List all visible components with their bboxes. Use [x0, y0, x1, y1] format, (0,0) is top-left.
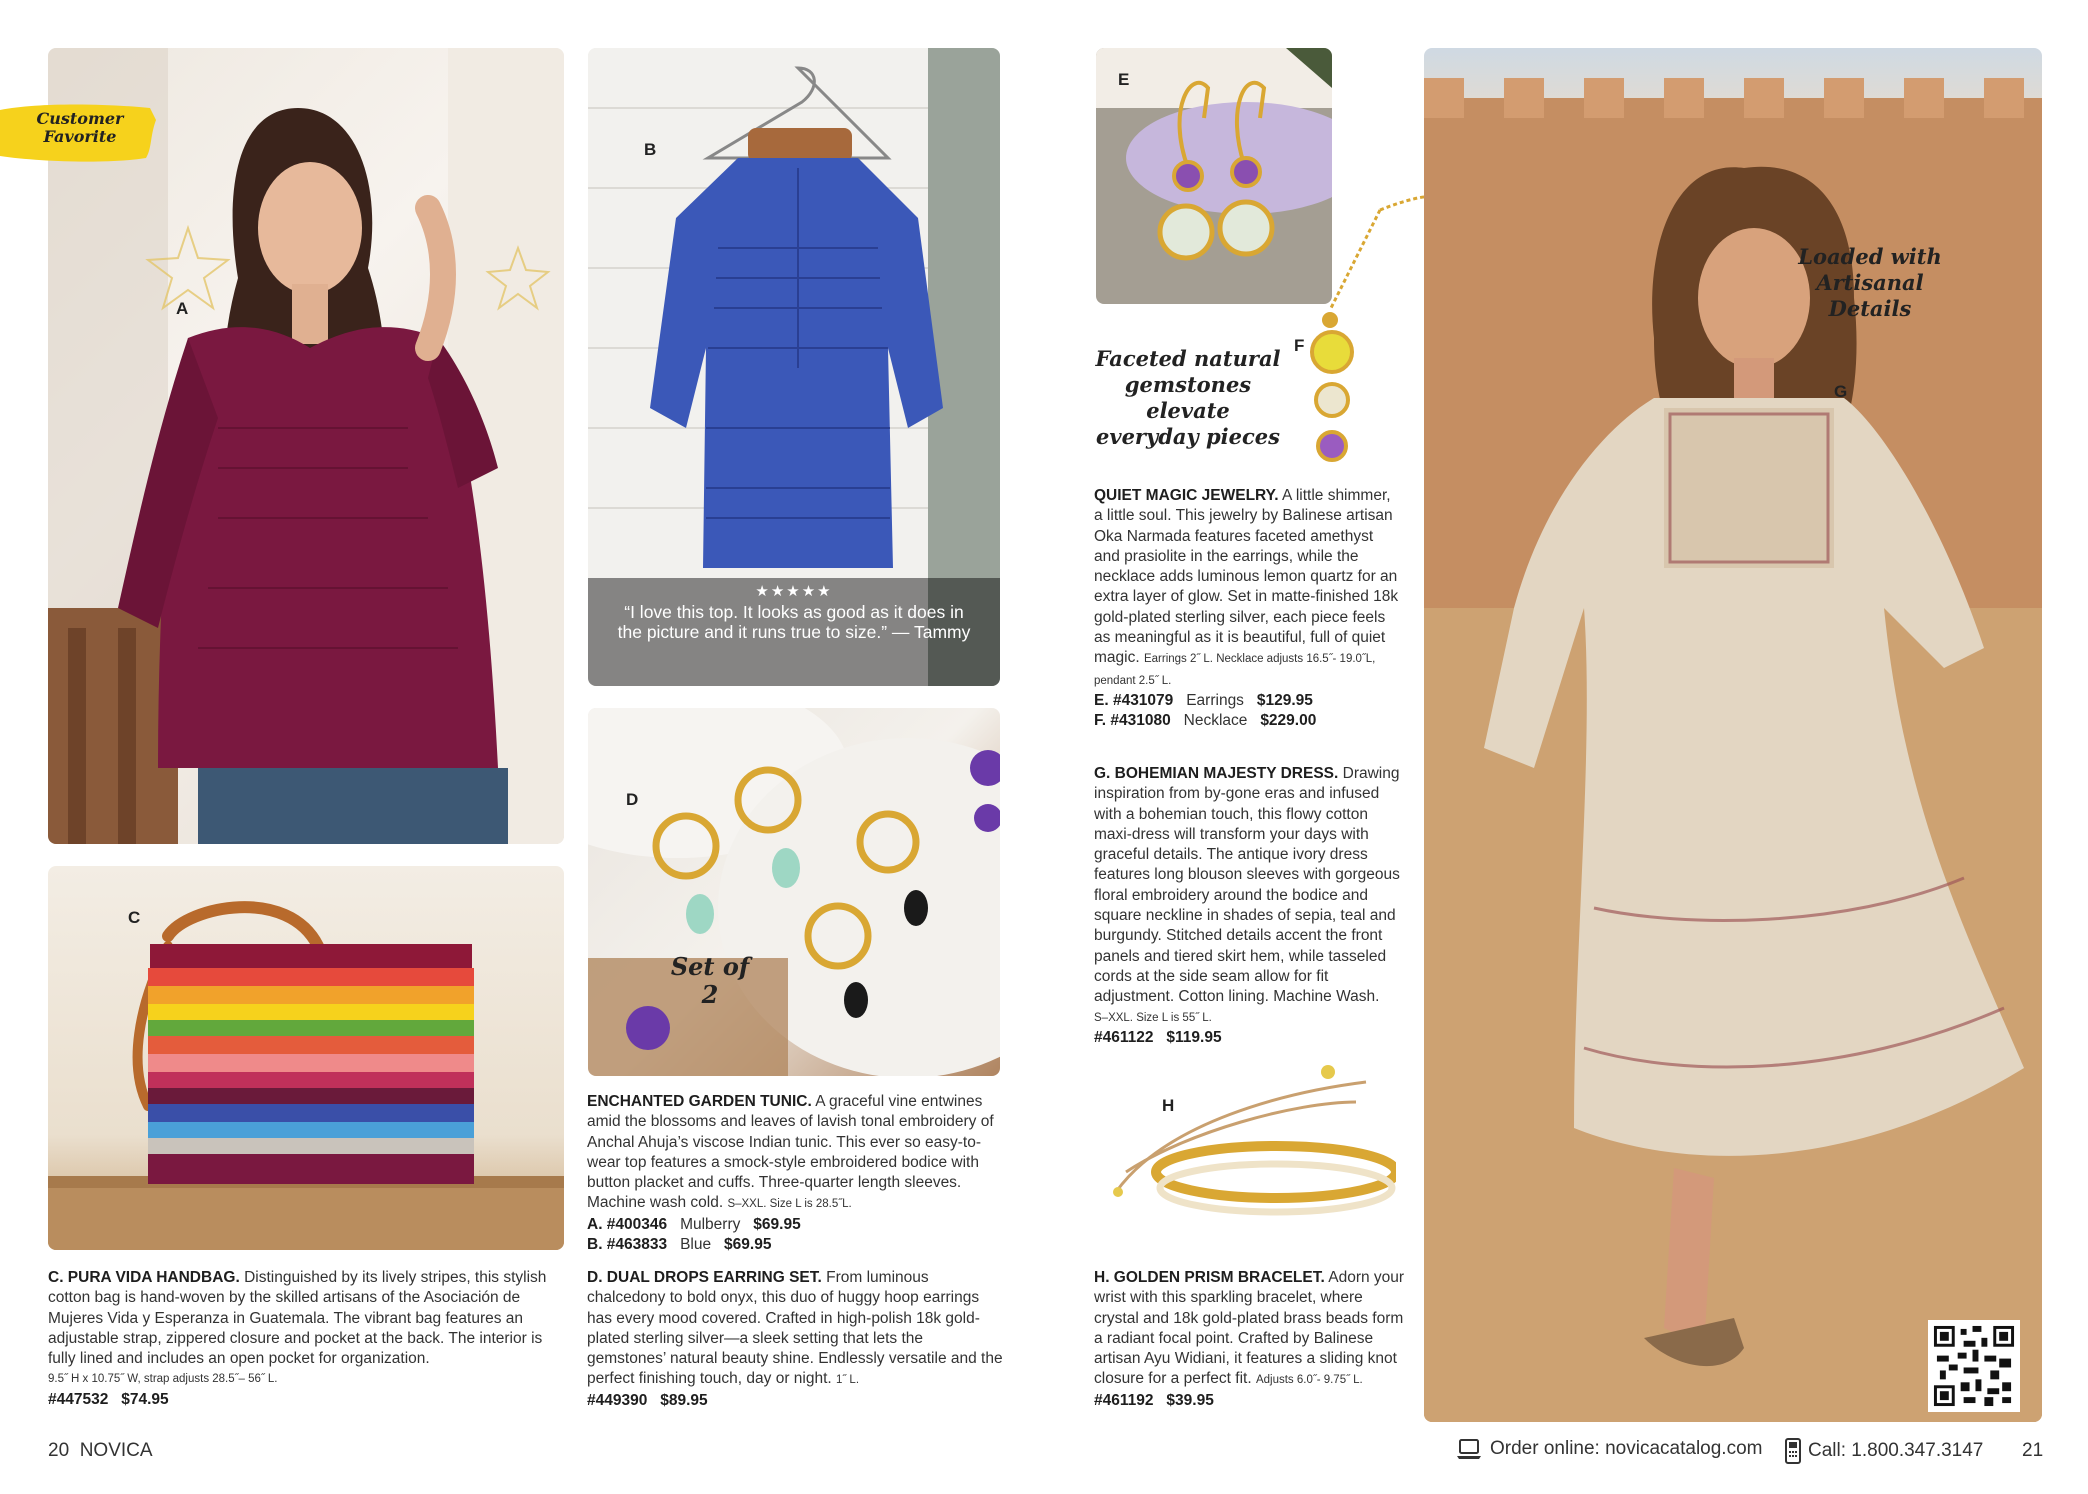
jewelry-title: QUIET MAGIC JEWELRY.	[1094, 487, 1279, 504]
review-overlay	[612, 578, 976, 686]
badge-line-1: Customer	[36, 109, 124, 128]
faceted-line-1: Faceted natural	[1095, 346, 1281, 371]
bracelet-body: Adorn your wrist with this sparkling bracelet, where crystal and 18k gold-plated brass beads form a radiant focal point. Crafted by Balinese artisan Ayu Widiani, it features a sliding knot closure for a perfect fit.	[1094, 1269, 1405, 1388]
call-number[interactable]	[1784, 1438, 1983, 1464]
handbag-body: Distinguished by its lively stripes, this stylish cotton bag is hand-woven by the skilled artisans of the Asociación de Mujeres Vida y Esperanza in Guatemala. The vibrant bag features an adjustable strap, zippered closure and pocket at the back. The interior is fully lined and includes an open pocket for organization.	[48, 1269, 547, 1368]
call-label: Call: 1.800.347.3147	[1808, 1440, 1984, 1461]
handbag-title: C. PURA VIDA HANDBAG.	[48, 1269, 240, 1286]
phone-icon	[1784, 1438, 1802, 1464]
handbag-price: $74.95	[121, 1390, 169, 1408]
handbag-size: 9.5˝ H x 10.75˝ W, strap adjusts 28.5˝– 56˝ L.	[48, 1373, 278, 1386]
bracelet-description	[1094, 1268, 1408, 1411]
bracelet-sku: #461192	[1094, 1391, 1154, 1409]
photo-handbag	[48, 866, 564, 1250]
letter-b: B	[644, 140, 657, 159]
jewelry-body: A little shimmer, a little soul. This jewelry by Balinese artisan Oka Narmada features faceted amethyst and prasiolite in the earrings, while the necklace adds luminous lemon quartz for an extra layer of glow. Set in matte-finished 18k gold-plated sterling silver, each piece feels as meaningful as it is beautiful, full of quiet magic.	[1094, 487, 1399, 667]
jewelry-price-f: $229.00	[1260, 712, 1317, 730]
tunic-size: S–XXL. Size L is 28.5˝L.	[727, 1198, 852, 1211]
order-online[interactable]	[1456, 1438, 1762, 1460]
faceted-line-2: gemstones	[1124, 372, 1252, 397]
earring-set-sku: #449390	[587, 1391, 648, 1409]
laptop-icon	[1456, 1438, 1482, 1460]
tunic-body: A graceful vine entwines amid the blossoms and leaves of lavish tonal embroidery of Anchal Ahuja’s viscose Indian tunic. This ever so easy-to-wear top features a smock-style embroidered bodice with button placket and cuffs. Three-quarter length sleeves. Machine wash cold.	[587, 1093, 994, 1212]
letter-d: D	[626, 790, 639, 809]
faceted-line-4: everyday pieces	[1096, 424, 1280, 449]
left-footer	[48, 1440, 153, 1462]
photo-earring-set	[588, 708, 1000, 1076]
set-of-2-callout: Set of 2	[670, 952, 750, 1009]
dress-title: G. BOHEMIAN MAJESTY DRESS.	[1094, 765, 1339, 782]
bracelet-price: $39.95	[1166, 1391, 1214, 1409]
earring-set-price: $89.95	[660, 1391, 708, 1409]
tunic-sku-a: A. #400346	[587, 1215, 668, 1233]
earring-set-size: 1˝ L.	[836, 1374, 860, 1387]
tunic-mulberry-illustration	[48, 48, 564, 844]
jewelry-variant-e: Earrings	[1186, 691, 1244, 709]
letter-g: G	[1834, 382, 1848, 401]
letter-f: F	[1294, 336, 1305, 355]
bracelet-size: Adjusts 6.0˝- 9.75˝ L.	[1255, 1374, 1363, 1387]
letter-e: E	[1118, 70, 1130, 89]
tunic-description	[587, 1092, 997, 1255]
bracelet-illustration	[1106, 1062, 1396, 1232]
tunic-price-a: $69.95	[753, 1215, 801, 1233]
customer-favorite-badge	[0, 102, 156, 164]
tunic-price-b: $69.95	[724, 1236, 772, 1254]
order-online-label: Order online: novicacatalog.com	[1490, 1438, 1763, 1459]
dress-size: S–XXL. Size L is 55˝ L.	[1094, 1011, 1212, 1024]
tunic-sku-b: B. #463833	[587, 1236, 668, 1254]
earring-set-description	[587, 1268, 1005, 1411]
loaded-line-2: Artisanal	[1816, 270, 1924, 295]
handbag-description	[48, 1268, 568, 1410]
letter-h: H	[1162, 1096, 1175, 1115]
letter-a: A	[176, 299, 189, 318]
loaded-line-1: Loaded with	[1798, 244, 1942, 269]
dress-description	[1094, 764, 1404, 1048]
tunic-color-b: Blue	[680, 1236, 712, 1254]
dress-price: $119.95	[1166, 1028, 1222, 1046]
letter-c: C	[128, 908, 141, 927]
loaded-callout	[1790, 244, 1950, 322]
earring-set-illustration	[588, 708, 1000, 1076]
photo-tunic-mulberry	[48, 48, 564, 844]
jewelry-price-e: $129.95	[1256, 691, 1313, 709]
qr-code[interactable]	[1931, 1323, 2017, 1409]
faceted-callout	[1090, 346, 1286, 450]
loaded-line-3: Details	[1828, 296, 1912, 321]
bracelet-title: H. GOLDEN PRISM BRACELET.	[1094, 1269, 1325, 1286]
review-stars-icon: ★★★★★	[755, 582, 833, 600]
jewelry-sku-f: F. #431080	[1094, 712, 1171, 730]
jewelry-variant-f: Necklace	[1183, 712, 1248, 730]
dress-sku: #461122	[1094, 1028, 1154, 1046]
page-number-right: 21	[2022, 1440, 2044, 1461]
badge-line-2: Favorite	[43, 127, 117, 146]
jewelry-sku-e: E. #431079	[1094, 691, 1174, 709]
earring-set-body: From luminous chalcedony to bold onyx, this duo of huggy hoop earrings has every mood covered. Crafted in high-polish 18k gold-plated sterling silver—a sleek setting that lets the gemstones’ natural beauty shine. Endlessly versatile and the perfect finishing touch, day or night.	[587, 1269, 1003, 1388]
page-number-left: 20	[48, 1440, 70, 1461]
brand-name: NOVICA	[79, 1440, 153, 1461]
tunic-title: ENCHANTED GARDEN TUNIC.	[587, 1093, 812, 1110]
review-quote: “I love this top. It looks as good as it does in the picture and it runs true to size.” — Tammy	[617, 602, 971, 642]
faceted-line-3: elevate	[1146, 398, 1230, 423]
jewelry-size: Earrings 2˝ L. Necklace adjusts 16.5˝- 19.0˝L, pendant 2.5˝ L.	[1094, 653, 1376, 687]
dress-body: Drawing inspiration from by-gone eras and infused with a bohemian touch, this flowy cotton maxi-dress will transform your days with graceful details. The antique ivory dress features long blouson sleeves with gorgeous floral embroidery around the bodice and square neckline in shades of sepia, teal and burgundy. Stitched details accent the front panels and tiered skirt hem, while tasseled cords at the side seam allow for fit adjustment. Cotton lining. Machine Wash.	[1094, 765, 1400, 1006]
handbag-illustration	[48, 866, 564, 1250]
earring-set-title: D. DUAL DROPS EARRING SET.	[587, 1269, 822, 1286]
tunic-color-a: Mulberry	[680, 1215, 741, 1233]
handbag-sku: #447532	[48, 1390, 109, 1408]
jewelry-description	[1094, 486, 1400, 732]
